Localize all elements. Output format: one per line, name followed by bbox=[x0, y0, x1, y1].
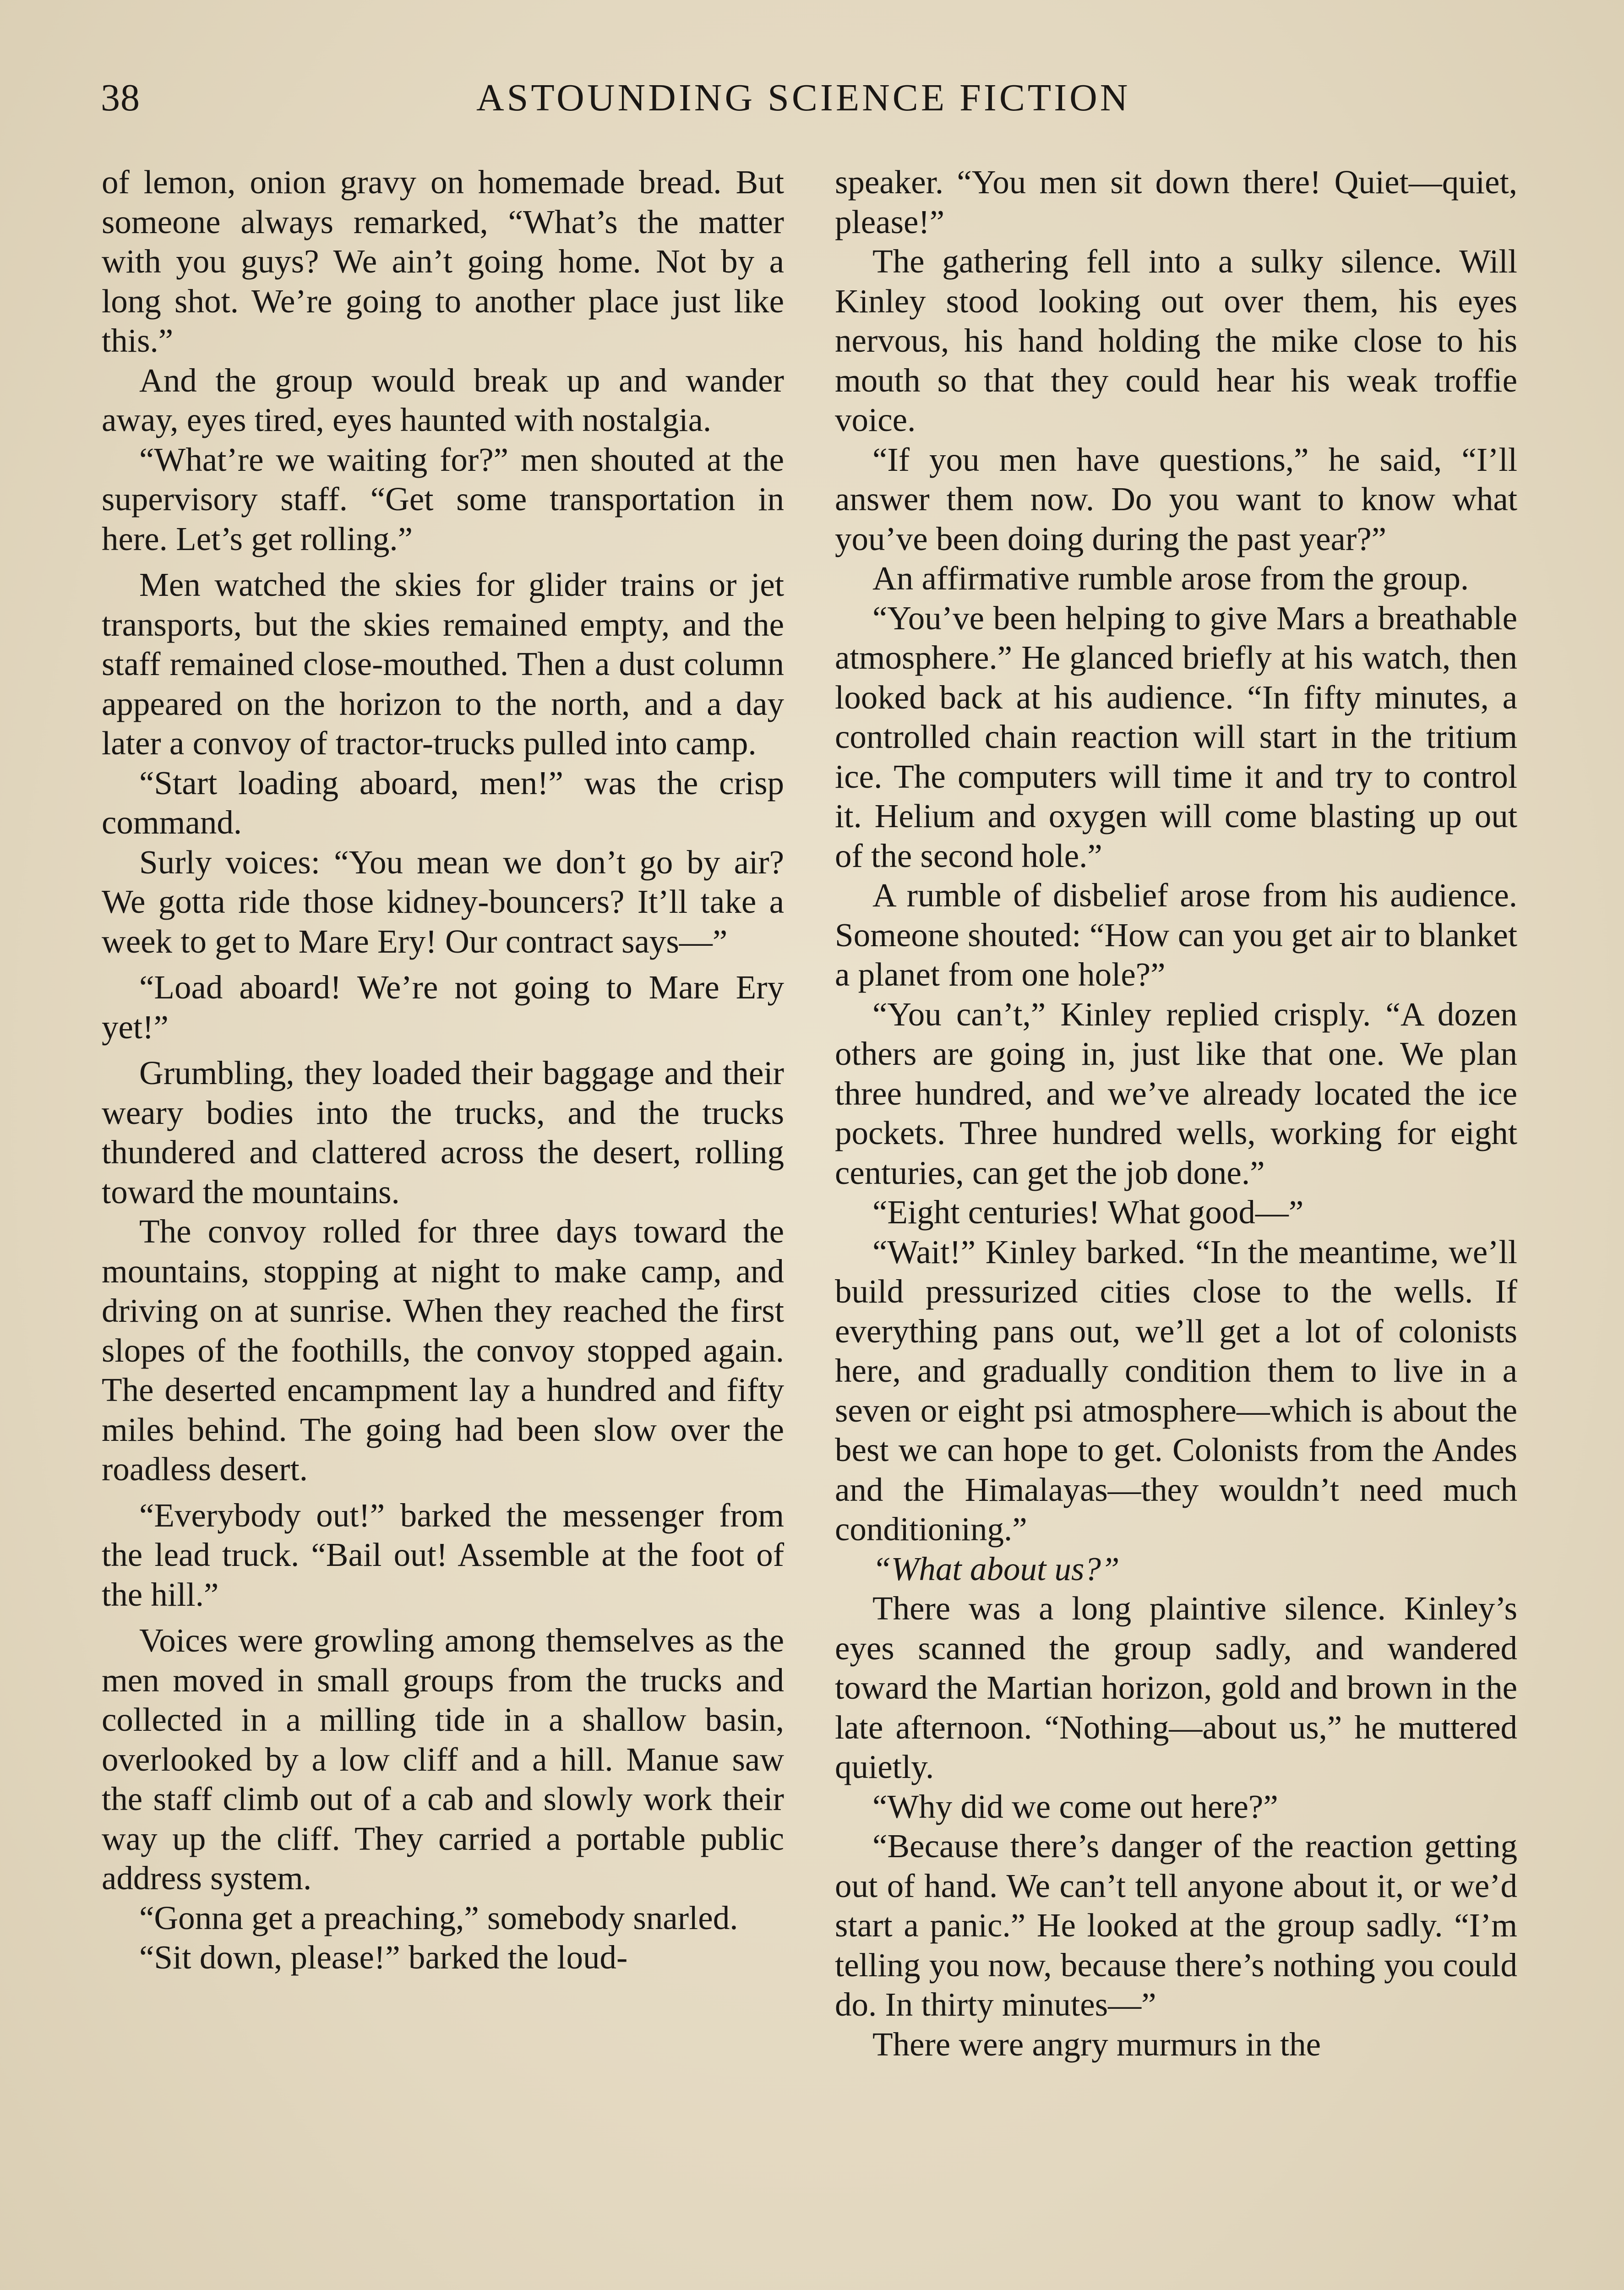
right-text-column bbox=[835, 163, 1517, 2064]
paragraph: “Why did we come out here?” bbox=[872, 1788, 1278, 1825]
paragraph: The convoy rolled for three days toward the mountains, stopping at night to make camp, and driving on at sunrise. When they reached the first slopes of the foothills, the convoy stopped again. The deserted encampment lay a hundred and fifty miles behind. The going had been slow over the roadless desert. bbox=[102, 1213, 784, 1488]
paragraph: Grumbling, they loaded their baggage and their weary bodies into the trucks, and the trucks thundered and clattered across the desert, rolling toward the mountains. bbox=[102, 1054, 784, 1210]
page-number: 38 bbox=[101, 76, 140, 119]
paragraph: “You’ve been helping to give Mars a breathable atmosphere.” He glanced briefly at his watch, then looked back at his audience. “In fifty minutes, a controlled chain reaction will start in the tritium ice. The computers will time it and try to control it. Helium and oxygen will come blasting up out of the second hole.” bbox=[835, 599, 1517, 874]
page-header bbox=[101, 76, 1525, 144]
running-head: ASTOUNDING SCIENCE FICTION bbox=[476, 76, 1131, 119]
paragraph: “Eight centuries! What good—” bbox=[872, 1194, 1304, 1231]
paragraph: speaker. “You men sit down there! Quiet—quiet, please!” bbox=[835, 164, 1517, 240]
left-text-column bbox=[102, 163, 784, 1978]
paragraph: Surly voices: “You mean we don’t go by air? We gotta ride those kidney-bouncers? It’ll take a week to get to Mare Ery! Our contract says—” bbox=[102, 843, 784, 960]
paragraph: Voices were growling among themselves as the men moved in small groups from the trucks and collected in a milling tide in a shallow basin, overlooked by a low cliff and a hill. Manue saw the staff climb out of a cab and slowly work their way up the cliff. They carried a portable public address system. bbox=[102, 1622, 784, 1897]
paragraph: Men watched the skies for glider trains or jet transports, but the skies remained empty, and the staff remained close-mouthed. Then a dust column appeared on the horizon to the north, and a day later a convoy of tractor-trucks pulled into camp. bbox=[102, 566, 784, 762]
paragraph: “Start loading aboard, men!” was the crisp command. bbox=[102, 764, 784, 841]
italic-dialogue: “What about us?” bbox=[872, 1550, 1120, 1587]
paragraph: “You can’t,” Kinley replied crisply. “A dozen others are going in, just like that one. We plan three hundred, and we’ve already located the ice pockets. Three hundred wells, working for eight centuries, can get the job done.” bbox=[835, 995, 1517, 1191]
paragraph: “Load aboard! We’re not going to Mare Ery yet!” bbox=[102, 969, 784, 1046]
paragraph: “Gonna get a preaching,” somebody snarled. bbox=[139, 1899, 738, 1936]
paragraph: “Everybody out!” barked the messenger from the lead truck. “Bail out! Assemble at the foot of the hill.” bbox=[102, 1496, 784, 1613]
paragraph: of lemon, onion gravy on homemade bread. But someone always remarked, “What’s the matter with you guys? We ain’t going home. Not by a long shot. We’re going to another place just like this.” bbox=[102, 164, 784, 359]
paragraph: “If you men have questions,” he said, “I’ll answer them now. Do you want to know what you’ve been doing during the past year?” bbox=[835, 441, 1517, 557]
paragraph: “Wait!” Kinley barked. “In the meantime, we’ll build pressurized cities close to the wells. If everything pans out, we’ll get a lot of colonists here, and gradually condition them to live in a seven or eight psi atmosphere—which is about the best we can hope to get. Colonists from the Andes and the Himalayas—they wouldn’t need much conditioning.” bbox=[835, 1233, 1517, 1548]
paragraph-italic bbox=[835, 1549, 1517, 1589]
paragraph: “Sit down, please!” barked the loud- bbox=[139, 1939, 628, 1976]
paragraph: An affirmative rumble arose from the group. bbox=[872, 560, 1469, 597]
paragraph: A rumble of disbelief arose from his audience. Someone shouted: “How can you get air to blanket a planet from one hole?” bbox=[835, 877, 1517, 993]
paragraph: And the group would break up and wander away, eyes tired, eyes haunted with nostalgia. bbox=[102, 361, 784, 438]
paragraph: The gathering fell into a sulky silence. Will Kinley stood looking out over them, his eyes nervous, his hand holding the mike close to his mouth so that they could hear his weak troffie voice. bbox=[835, 243, 1517, 438]
paragraph: There was a long plaintive silence. Kinley’s eyes scanned the group sadly, and wandered toward the Martian horizon, gold and brown in the late afternoon. “Nothing—about us,” he muttered quietly. bbox=[835, 1590, 1517, 1785]
paragraph: There were angry murmurs in the bbox=[872, 2025, 1321, 2063]
paragraph: “What’re we waiting for?” men shouted at the supervisory staff. “Get some transportation in here. Let’s get rolling.” bbox=[102, 441, 784, 557]
paragraph: “Because there’s danger of the reaction getting out of hand. We can’t tell anyone about it, or we’d start a panic.” He looked at the group sadly. “I’m telling you now, because there’s nothing you could do. In thirty minutes—” bbox=[835, 1827, 1517, 2023]
